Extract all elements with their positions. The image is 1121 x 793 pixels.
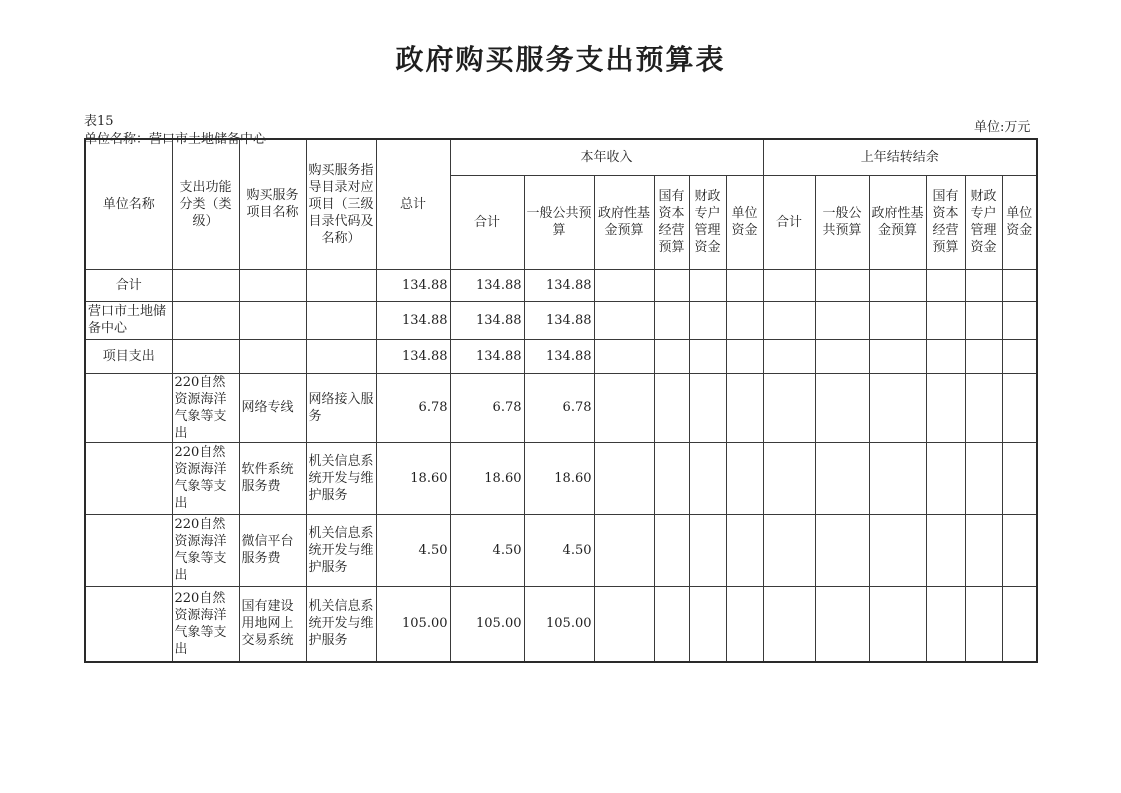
- cell-unit: [85, 514, 172, 586]
- header-carry-state-capital: 国有资本经营预算: [926, 175, 965, 269]
- table-row: [85, 514, 1037, 586]
- header-current-income: 本年收入: [450, 139, 763, 175]
- cell-total: 134.88: [376, 301, 450, 339]
- table-row: [85, 339, 1037, 373]
- cell-catalog: [306, 269, 376, 301]
- cell-project: [239, 339, 306, 373]
- header-income-sum: 合计: [450, 175, 524, 269]
- cell-project: [239, 269, 306, 301]
- cell-general: 134.88: [524, 301, 594, 339]
- cell-func: 220自然资源海洋气象等支出: [172, 373, 239, 442]
- cell-general: 105.00: [524, 586, 594, 662]
- cell-sum: 6.78: [450, 373, 524, 442]
- header-carryover: 上年结转结余: [763, 139, 1037, 175]
- cell-general: 134.88: [524, 339, 594, 373]
- header-income-unit-funds: 单位资金: [726, 175, 763, 269]
- header-carry-special-account: 财政专户管理资金: [965, 175, 1002, 269]
- cell-sum: 105.00: [450, 586, 524, 662]
- cell-unit: [85, 373, 172, 442]
- cell-sum: 18.60: [450, 442, 524, 514]
- cell-catalog: [306, 301, 376, 339]
- header-carry-unit-funds: 单位资金: [1002, 175, 1037, 269]
- header-catalog: 购买服务指导目录对应项目（三级目录代码及名称）: [306, 139, 376, 269]
- cell-project: 网络专线: [239, 373, 306, 442]
- cell-unit: 营口市土地储备中心: [85, 301, 172, 339]
- cell-sum: 4.50: [450, 514, 524, 586]
- page-title: 政府购买服务支出预算表: [395, 43, 726, 76]
- cell-total: 134.88: [376, 269, 450, 301]
- cell-catalog: 网络接入服务: [306, 373, 376, 442]
- cell-catalog: 机关信息系统开发与维护服务: [306, 442, 376, 514]
- table-row: [85, 373, 1037, 442]
- cell-project: 国有建设用地网上交易系统: [239, 586, 306, 662]
- cell-func: [172, 339, 239, 373]
- cell-general: 134.88: [524, 269, 594, 301]
- cell-catalog: 机关信息系统开发与维护服务: [306, 514, 376, 586]
- cell-unit: 合计: [85, 269, 172, 301]
- cell-total: 105.00: [376, 586, 450, 662]
- budget-table: [84, 138, 1038, 663]
- unit-name-label: 单位名称：营口市土地储备中心: [84, 132, 267, 147]
- cell-total: 6.78: [376, 373, 450, 442]
- cell-general: 4.50: [524, 514, 594, 586]
- cell-func: 220自然资源海洋气象等支出: [172, 514, 239, 586]
- header-func-class: 支出功能分类（类级）: [172, 139, 239, 269]
- header-income-general: 一般公共预算: [524, 175, 594, 269]
- header-income-special-account: 财政专户管理资金: [689, 175, 726, 269]
- cell-func: 220自然资源海洋气象等支出: [172, 442, 239, 514]
- cell-project: [239, 301, 306, 339]
- table-row: [85, 301, 1037, 339]
- cell-func: [172, 269, 239, 301]
- header-carry-sum: 合计: [763, 175, 815, 269]
- cell-sum: 134.88: [450, 339, 524, 373]
- cell-total: 18.60: [376, 442, 450, 514]
- cell-total: 4.50: [376, 514, 450, 586]
- cell-func: [172, 301, 239, 339]
- header-project-name: 购买服务项目名称: [239, 139, 306, 269]
- cell-unit: 项目支出: [85, 339, 172, 373]
- cell-unit: [85, 586, 172, 662]
- cell-catalog: [306, 339, 376, 373]
- table-number: 表15: [84, 114, 114, 129]
- table-row: [85, 586, 1037, 662]
- header-income-fund: 政府性基金预算: [594, 175, 654, 269]
- header-unit-name: 单位名称: [85, 139, 172, 269]
- cell-general: 18.60: [524, 442, 594, 514]
- header-carry-fund: 政府性基金预算: [869, 175, 926, 269]
- cell-total: 134.88: [376, 339, 450, 373]
- table-row: [85, 269, 1037, 301]
- header-carry-general: 一般公共预算: [815, 175, 869, 269]
- cell-func: 220自然资源海洋气象等支出: [172, 586, 239, 662]
- cell-sum: 134.88: [450, 301, 524, 339]
- cell-unit: [85, 442, 172, 514]
- cell-catalog: 机关信息系统开发与维护服务: [306, 586, 376, 662]
- unit-label: 单位:万元: [974, 120, 1031, 135]
- cell-sum: 134.88: [450, 269, 524, 301]
- cell-project: 微信平台服务费: [239, 514, 306, 586]
- cell-project: 软件系统服务费: [239, 442, 306, 514]
- table-row: [85, 442, 1037, 514]
- header-income-state-capital: 国有资本经营预算: [654, 175, 689, 269]
- cell-general: 6.78: [524, 373, 594, 442]
- header-total: 总计: [376, 139, 450, 269]
